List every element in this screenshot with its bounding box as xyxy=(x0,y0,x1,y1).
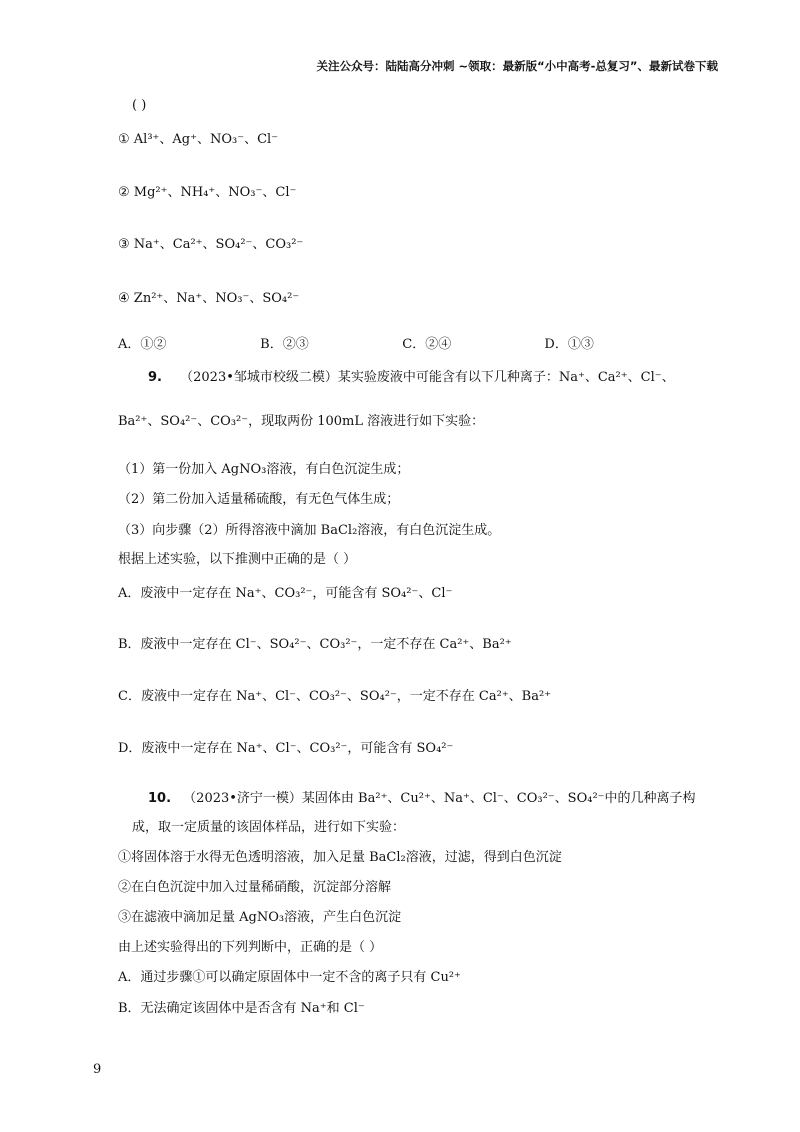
page-number: 9 xyxy=(93,1062,102,1077)
q10-option-b: B．无法确定该固体中是否含有 Na⁺和 Cl⁻ xyxy=(118,1001,365,1016)
q10-stem-line1 xyxy=(148,787,696,806)
q9-step-2: （2）第二份加入适量稀硫酸，有无色气体生成； xyxy=(118,492,400,507)
q8-option-b: B．②③ xyxy=(260,337,309,352)
q9-question: 根据上述实验，以下推测中正确的是（ ） xyxy=(118,552,357,567)
q9-option-d: D．废液中一定存在 Na⁺、Cl⁻、CO₃²⁻，可能含有 SO₄²⁻ xyxy=(118,741,454,756)
q8-item-3: ③ Na⁺、Ca²⁺、SO₄²⁻、CO₃²⁻ xyxy=(118,237,304,252)
q9-stem1: （2023•邹城市校级二模）某实验废液中可能含有以下几种离子：Na⁺、Ca²⁺、Cl⁻、 xyxy=(180,370,675,385)
page-header: 关注公众号：陆陆高分冲刺 ~领取：最新版“小中高考-总复习”、最新试卷下载 xyxy=(316,59,718,73)
q8-item-2: ② Mg²⁺、NH₄⁺、NO₃⁻、Cl⁻ xyxy=(118,185,297,200)
q9-number: 9. xyxy=(148,370,162,385)
q9-step-1: （1）第一份加入 AgNO₃溶液，有白色沉淀生成； xyxy=(118,462,410,477)
q10-stem1: （2023•济宁一模）某固体由 Ba²⁺、Cu²⁺、Na⁺、Cl⁻、CO₃²⁻、SO₄²⁻中的几种离子构 xyxy=(183,791,696,806)
q8-item-1: ① Al³⁺、Ag⁺、NO₃⁻、Cl⁻ xyxy=(118,132,279,147)
q9-stem-line2: Ba²⁺、SO₄²⁻、CO₃²⁻，现取两份 100mL 溶液进行如下实验： xyxy=(118,414,485,429)
q10-option-a: A．通过步骤①可以确定原固体中一定不含的离子只有 Cu²⁺ xyxy=(118,970,461,985)
q8-item-4: ④ Zn²⁺、Na⁺、NO₃⁻、SO₄²⁻ xyxy=(118,291,300,306)
q10-number: 10. xyxy=(148,791,172,806)
q8-option-c: C．②④ xyxy=(402,337,452,352)
q9-stem-line1 xyxy=(148,366,675,385)
q8-answer-paren: ( ) xyxy=(132,98,147,113)
q8-option-d: D．①③ xyxy=(544,337,594,352)
q9-step-3: （3）向步骤（2）所得溶液中滴加 BaCl₂溶液，有白色沉淀生成。 xyxy=(118,523,501,538)
q10-step-2: ②在白色沉淀中加入过量稀硝酸，沉淀部分溶解 xyxy=(118,880,392,895)
q8-option-a: A．①② xyxy=(118,337,167,352)
q9-option-b: B．废液中一定存在 Cl⁻、SO₄²⁻、CO₃²⁻，一定不存在 Ca²⁺、Ba²⁺ xyxy=(118,637,512,652)
q10-step-1: ①将固体溶于水得无色透明溶液，加入足量 BaCl₂溶液，过滤，得到白色沉淀 xyxy=(118,850,562,865)
q10-step-3: ③在滤液中滴加足量 AgNO₃溶液，产生白色沉淀 xyxy=(118,910,402,925)
q10-question: 由上述实验得出的下列判断中，正确的是（ ） xyxy=(118,940,383,955)
q9-option-c: C．废液中一定存在 Na⁺、Cl⁻、CO₃²⁻、SO₄²⁻，一定不存在 Ca²⁺、Ba²⁺ xyxy=(118,689,552,704)
q8-options xyxy=(118,333,682,352)
q10-stem-line2: 成，取一定质量的该固体样品，进行如下实验： xyxy=(132,820,406,835)
q9-option-a: A．废液中一定存在 Na⁺、CO₃²⁻，可能含有 SO₄²⁻、Cl⁻ xyxy=(118,586,453,601)
